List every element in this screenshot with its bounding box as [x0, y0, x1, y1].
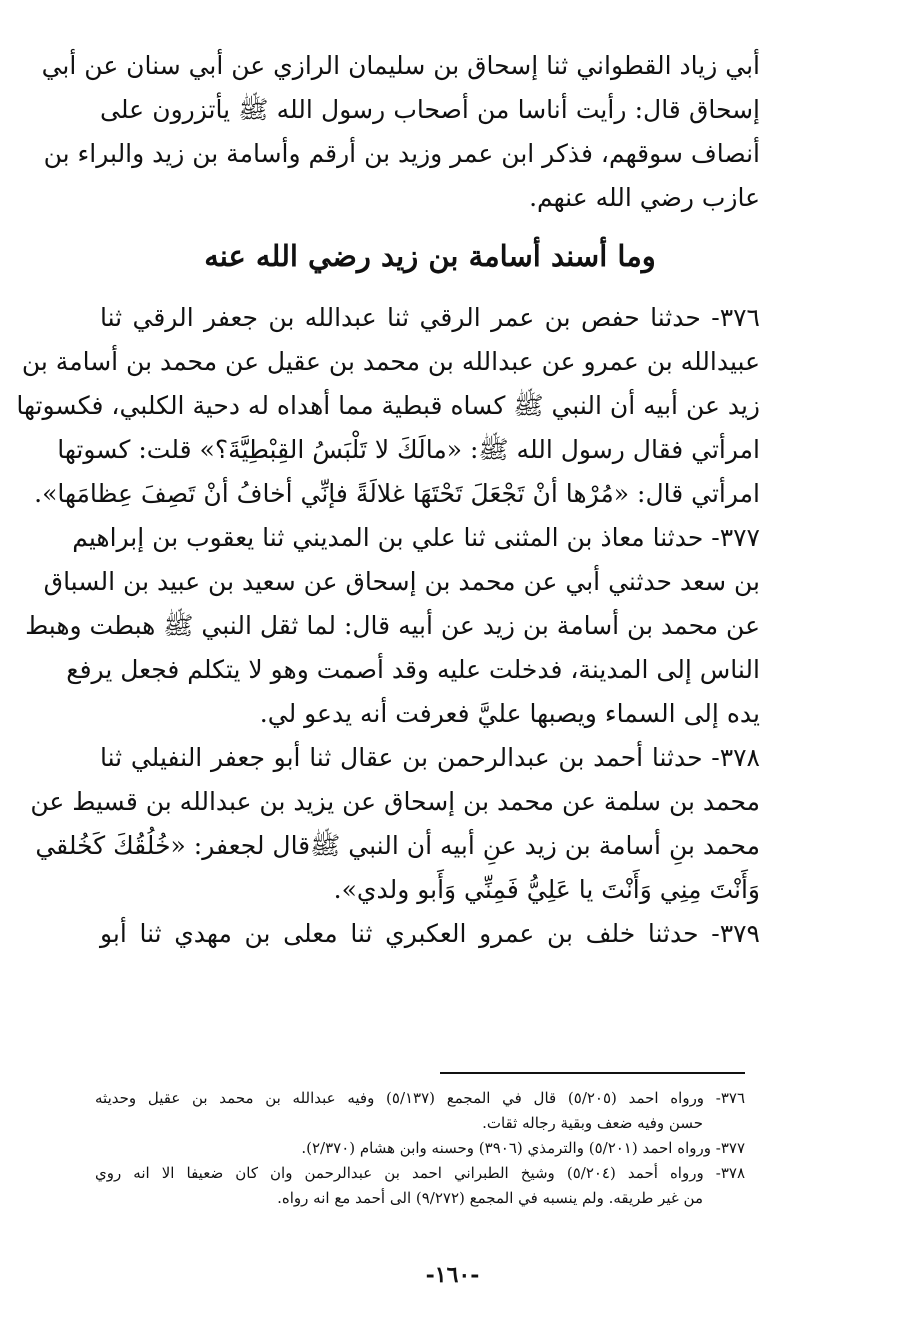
hadith-379	[100, 912, 760, 956]
footnote-377-line: ٣٧٧- ورواه احمد (٥/٢٠١) والترمذي (٣٩٠٦) وحسنه وابن هشام (٢/٣٧٠).	[301, 1139, 745, 1157]
text-line: ٣٧٨- حدثنا أحمد بن عبدالرحمن بن عقال ثنا أبو جعفر النفيلي ثنا	[100, 743, 760, 772]
page-number: -١٦٠-	[425, 1262, 480, 1288]
text-line: ٣٧٦- حدثنا حفص بن عمر الرقي ثنا عبدالله بن جعفر الرقي ثنا	[100, 303, 760, 332]
footnotes	[95, 1086, 745, 1211]
hadith-378	[30, 736, 760, 912]
footnote-separator	[440, 1072, 745, 1074]
hadith-376	[16, 296, 760, 516]
text-line: محمد بن سلمة عن محمد بن إسحاق عن يزيد بن عبدالله بن قسيط عن	[30, 787, 760, 816]
text-line: أنصاف سوقهم، فذكر ابن عمر وزيد بن أرقم وأسامة بن زيد والبراء بن	[43, 139, 760, 168]
text-line: عن محمد بن أسامة بن زيد عن أبيه قال: لما ثقل النبي ﷺ هبطت وهبط	[25, 611, 760, 640]
text-line: وَأَنْتَ مِنِي وَأَنْتَ يا عَلِيُّ فَمِنِّي وَأَبو ولدي».	[333, 875, 760, 904]
text-line: امرأتي فقال رسول الله ﷺ: «مالَكَ لا تَلْبَسُ القِبْطِيَّةَ؟» قلت: كسوتها	[57, 435, 760, 464]
text-line: امرأتي قال: «مُرْها أنْ تَجْعَلَ تَحْتَهَا غلالَةً فإنِّي أخافُ أنْ تَصِفَ عِظامَها».	[34, 479, 760, 508]
text-line: ٣٧٩- حدثنا خلف بن عمرو العكبري ثنا معلى بن مهدي ثنا أبو	[100, 919, 760, 948]
footnote-378-line: ٣٧٨- ورواه أحمد (٥/٢٠٤) وشيخ الطبراني احمد بن عبدالرحمن وان كان ضعيفا الا انه روي	[95, 1164, 746, 1182]
text-line: بن سعد حدثني أبي عن محمد بن إسحاق عن سعيد بن عبيد بن السباق	[43, 567, 760, 596]
page-body	[16, 44, 760, 956]
text-line: إسحاق قال: رأيت أناسا من أصحاب رسول الله ﷺ يأتزرون على	[100, 95, 760, 124]
footnote-376-line: ٣٧٦- ورواه احمد (٥/٢٠٥) قال في المجمع (٥/١٣٧) وفيه عبدالله بن محمد بن عقيل وحديثه	[95, 1089, 745, 1107]
footnote-378-line: من غير طريقه. ولم ينسبه في المجمع (٩/٢٧٢) الى أحمد مع انه رواه.	[277, 1189, 703, 1207]
text-line: أبي زياد القطواني ثنا إسحاق بن سليمان الرازي عن أبي سنان عن أبي	[41, 51, 760, 80]
text-line: ٣٧٧- حدثنا معاذ بن المثنى ثنا علي بن المديني ثنا يعقوب بن إبراهيم	[72, 523, 760, 552]
intro-paragraph	[41, 44, 760, 220]
text-line: الناس إلى المدينة، فدخلت عليه وقد أصمت وهو لا يتكلم فجعل يرفع	[66, 655, 760, 684]
footnote-376-line: حسن وفيه ضعف وبقية رجاله ثقات.	[482, 1114, 703, 1132]
text-line: محمد بنِ أسامة بن زيد عنِ أبيه أن النبي ﷺقال لجعفر: «خُلُقُكَ كَخُلقي	[35, 831, 760, 860]
text-line: زيد عن أبيه أن النبي ﷺ كساه قبطية مما أهداه له دحية الكلبي، فكسوتها	[16, 391, 760, 420]
text-line: يده إلى السماء ويصبها عليَّ فعرفت أنه يدعو لي.	[259, 699, 760, 728]
text-line: عبيدالله بن عمرو عن عبدالله بن محمد بن عقيل عن محمد بن أسامة بن	[21, 347, 760, 376]
section-heading: وما أسند أسامة بن زيد رضي الله عنه	[204, 239, 656, 273]
hadith-377	[25, 516, 760, 736]
text-line: عازب رضي الله عنهم.	[529, 183, 760, 212]
